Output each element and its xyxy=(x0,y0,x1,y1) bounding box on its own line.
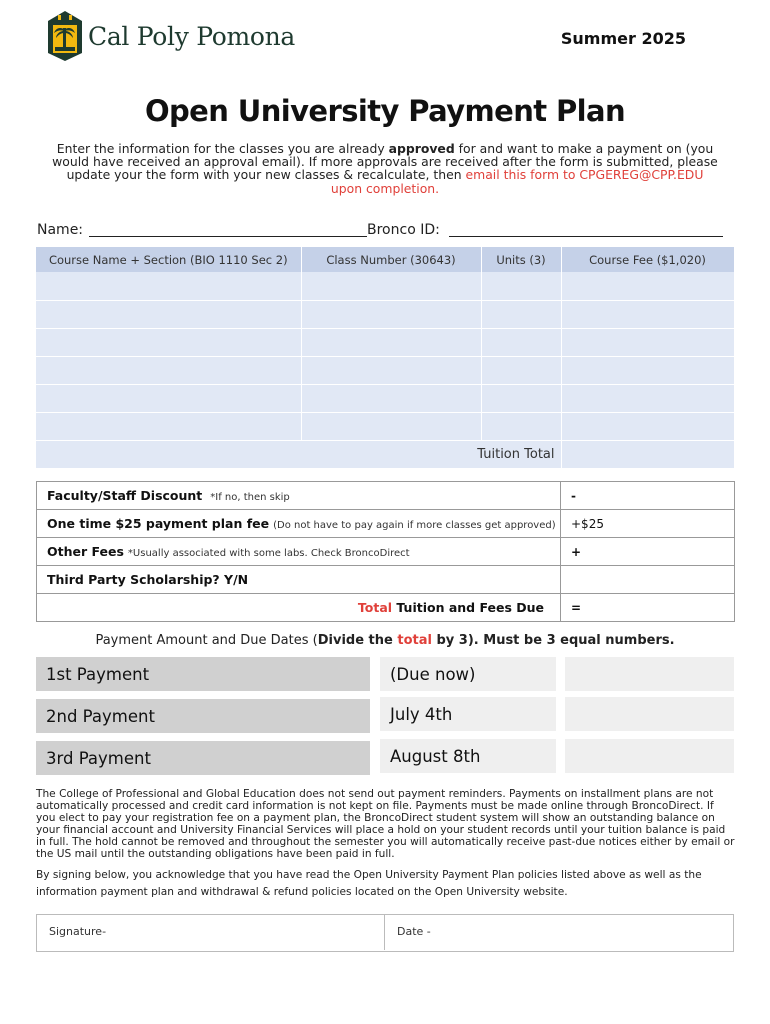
plan-fee-label: One time $25 payment plan fee xyxy=(47,516,270,531)
total-due-value[interactable]: = xyxy=(561,594,735,622)
col-course-name: Course Name + Section (BIO 1110 Sec 2) xyxy=(36,247,301,272)
signature-label: Signature- xyxy=(49,925,107,938)
total-due-row xyxy=(37,594,735,622)
payment-2-label: 2nd Payment xyxy=(36,699,370,733)
fees-table xyxy=(36,481,735,622)
logo-text: Cal Poly Pomona xyxy=(88,21,296,51)
course-name-cell[interactable] xyxy=(36,412,301,440)
signature-field[interactable] xyxy=(37,915,385,950)
courses-header-row xyxy=(36,247,734,272)
intro-text: Enter the information for the classes you are already approved for and want to make a payment on (you would have received an approval email). If more approvals are received after the form is submitted, please update your the form with your new classes & recalculate, then email this form to CPGEREG@CPP.EDU upon completion. xyxy=(52,141,718,196)
tuition-total-cell[interactable] xyxy=(561,440,734,468)
units-cell[interactable] xyxy=(481,412,561,440)
policy-text: The College of Professional and Global Education does not send out payment reminders. Payments on installment plans are not automatically processed and credit card information is not kept on file. Payments must be made online through BroncoDirect. If you elect to pay your registration fee on a payment plan, the BroncoDirect student system will show an outstanding balance on your financial account and University Financial Services will place a hold on your student records until your tuition balance is paid in full. The hold cannot be removed and throughout the semester you will automatically receive past-due notices either by email or the US mail until the outstanding obligations have been paid in full. xyxy=(36,788,735,860)
table-row xyxy=(36,412,734,440)
table-row xyxy=(36,300,734,328)
total-due-label: Total Tuition and Fees Due xyxy=(37,594,561,622)
course-fee-cell[interactable] xyxy=(561,356,734,384)
tuition-total-label: Tuition Total xyxy=(36,440,561,468)
units-cell[interactable] xyxy=(481,384,561,412)
payment-heading: Payment Amount and Due Dates (Divide the total by 3). Must be 3 equal numbers. xyxy=(95,633,675,648)
payment-3-label: 3rd Payment xyxy=(36,741,370,775)
course-name-cell[interactable] xyxy=(36,356,301,384)
class-number-cell[interactable] xyxy=(301,412,481,440)
col-units: Units (3) xyxy=(481,247,561,272)
class-number-cell[interactable] xyxy=(301,384,481,412)
payment-1-amount[interactable] xyxy=(565,657,734,691)
name-field[interactable] xyxy=(89,236,367,237)
date-field[interactable] xyxy=(385,915,732,950)
course-fee-cell[interactable] xyxy=(561,300,734,328)
plan-fee-row xyxy=(37,510,735,538)
course-fee-cell[interactable] xyxy=(561,412,734,440)
payment-1-label: 1st Payment xyxy=(36,657,370,691)
discount-value[interactable]: - xyxy=(561,482,735,510)
class-number-cell[interactable] xyxy=(301,328,481,356)
col-class-number: Class Number (30643) xyxy=(301,247,481,272)
units-cell[interactable] xyxy=(481,356,561,384)
units-cell[interactable] xyxy=(481,272,561,300)
scholarship-value[interactable] xyxy=(561,566,735,594)
course-name-cell[interactable] xyxy=(36,300,301,328)
units-cell[interactable] xyxy=(481,300,561,328)
discount-row xyxy=(37,482,735,510)
other-fees-label: Other Fees xyxy=(47,544,124,559)
payment-3-amount[interactable] xyxy=(565,739,734,773)
payment-3-due: August 8th xyxy=(380,739,556,773)
table-row xyxy=(36,384,734,412)
signature-box xyxy=(36,914,734,952)
acknowledge-text: By signing below, you acknowledge that you have read the Open University Payment Plan policies listed above as well as the information payment plan and withdrawal & refund policies located on the Open University website. xyxy=(36,869,702,898)
payment-2-due: July 4th xyxy=(380,697,556,731)
bronco-id-field[interactable] xyxy=(449,236,723,237)
payment-1-due: (Due now) xyxy=(380,657,556,691)
plan-fee-value[interactable]: +$25 xyxy=(561,510,735,538)
scholarship-row xyxy=(37,566,735,594)
table-row xyxy=(36,272,734,300)
col-course-fee: Course Fee ($1,020) xyxy=(561,247,734,272)
tuition-total-row xyxy=(36,440,734,468)
name-label: Name: xyxy=(37,222,84,238)
other-fees-note: *Usually associated with some labs. Check BroncoDirect xyxy=(127,548,410,559)
other-fees-row xyxy=(37,538,735,566)
table-row xyxy=(36,356,734,384)
course-name-cell[interactable] xyxy=(36,384,301,412)
cpp-logo xyxy=(48,11,295,61)
scholarship-label: Third Party Scholarship? Y/N xyxy=(37,566,561,594)
class-number-cell[interactable] xyxy=(301,300,481,328)
course-name-cell[interactable] xyxy=(36,272,301,300)
class-number-cell[interactable] xyxy=(301,272,481,300)
term-label: Summer 2025 xyxy=(560,29,686,48)
cpp-logo-icon xyxy=(48,11,82,61)
units-cell[interactable] xyxy=(481,328,561,356)
other-fees-value[interactable]: + xyxy=(561,538,735,566)
table-row xyxy=(36,328,734,356)
course-name-cell[interactable] xyxy=(36,328,301,356)
class-number-cell[interactable] xyxy=(301,356,481,384)
plan-fee-note: (Do not have to pay again if more classes get approved) xyxy=(273,520,556,531)
page-title: Open University Payment Plan xyxy=(144,94,626,128)
name-row xyxy=(37,222,727,240)
discount-label: Faculty/Staff Discount xyxy=(47,488,203,503)
courses-table xyxy=(36,247,735,469)
bronco-id-label: Bronco ID: xyxy=(367,222,440,238)
email-instruction: email this form to CPGEREG@CPP.EDU upon completion. xyxy=(330,167,704,196)
discount-note: *If no, then skip xyxy=(210,492,290,503)
date-label: Date - xyxy=(397,925,431,938)
course-fee-cell[interactable] xyxy=(561,328,734,356)
course-fee-cell[interactable] xyxy=(561,272,734,300)
course-fee-cell[interactable] xyxy=(561,384,734,412)
payment-2-amount[interactable] xyxy=(565,697,734,731)
